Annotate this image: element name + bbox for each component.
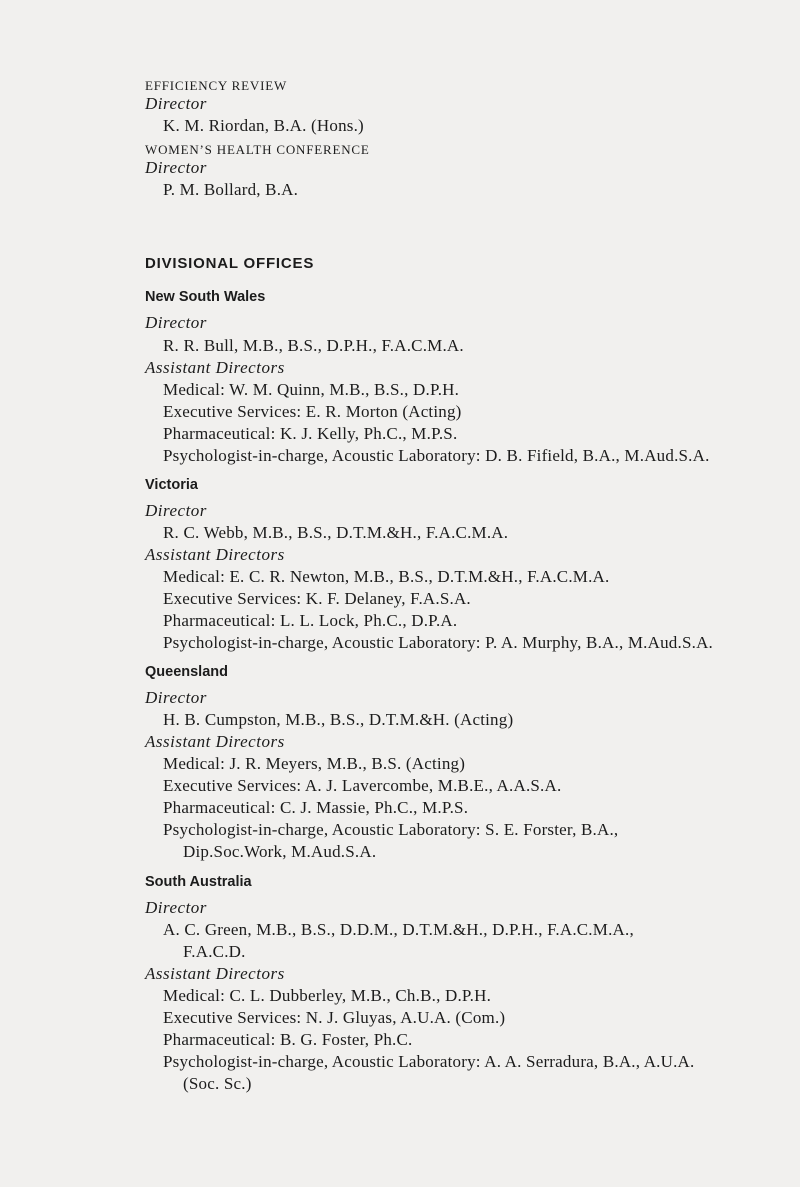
sa-pharmaceutical: Pharmaceutical: B. G. Foster, Ph.C. — [163, 1030, 413, 1049]
vic-medical: Medical: E. C. R. Newton, M.B., B.S., D.T.M.&H., F.A.C.M.A. — [163, 567, 610, 586]
efficiency-review-heading: EFFICIENCY REVIEW — [145, 78, 288, 93]
womens-health-role: Director — [145, 158, 207, 177]
qld-director-label: Director — [145, 688, 207, 707]
qld-heading: Queensland — [145, 664, 228, 680]
sa-director: A. C. Green, M.B., B.S., D.D.M., D.T.M.&H., D.P.H., F.A.C.M.A., — [163, 920, 634, 939]
nsw-heading: New South Wales — [145, 289, 266, 305]
sa-executive: Executive Services: N. J. Gluyas, A.U.A. (Com.) — [163, 1008, 506, 1027]
nsw-director: R. R. Bull, M.B., B.S., D.P.H., F.A.C.M.A. — [163, 336, 464, 355]
vic-pharmaceutical: Pharmaceutical: L. L. Lock, Ph.C., D.P.A. — [163, 611, 458, 630]
sa-heading: South Australia — [145, 874, 252, 890]
sa-director-cont: F.A.C.D. — [183, 942, 246, 961]
sa-assistants-label: Assistant Directors — [145, 964, 285, 983]
qld-director: H. B. Cumpston, M.B., B.S., D.T.M.&H. (Acting) — [163, 710, 514, 729]
qld-executive: Executive Services: A. J. Lavercombe, M.B.E., A.A.S.A. — [163, 776, 562, 795]
vic-executive: Executive Services: K. F. Delaney, F.A.S.A. — [163, 589, 471, 608]
qld-pharmaceutical: Pharmaceutical: C. J. Massie, Ph.C., M.P.S. — [163, 798, 469, 817]
nsw-psychologist: Psychologist-in-charge, Acoustic Laboratory: D. B. Fifield, B.A., M.Aud.S.A. — [163, 446, 710, 465]
nsw-executive: Executive Services: E. R. Morton (Acting) — [163, 402, 462, 421]
qld-psychologist: Psychologist-in-charge, Acoustic Laboratory: S. E. Forster, B.A., — [163, 820, 619, 839]
qld-psychologist-cont: Dip.Soc.Work, M.Aud.S.A. — [183, 842, 377, 861]
vic-director-label: Director — [145, 501, 207, 520]
divisional-offices-heading: DIVISIONAL OFFICES — [145, 255, 315, 272]
womens-health-heading: WOMEN’S HEALTH CONFERENCE — [145, 142, 370, 157]
qld-medical: Medical: J. R. Meyers, M.B., B.S. (Acting) — [163, 754, 466, 773]
nsw-pharmaceutical: Pharmaceutical: K. J. Kelly, Ph.C., M.P.S. — [163, 424, 458, 443]
sa-psychologist: Psychologist-in-charge, Acoustic Laboratory: A. A. Serradura, B.A., A.U.A. — [163, 1052, 695, 1071]
vic-director: R. C. Webb, M.B., B.S., D.T.M.&H., F.A.C.M.A. — [163, 523, 509, 542]
nsw-assistants-label: Assistant Directors — [145, 358, 285, 377]
sa-director-label: Director — [145, 898, 207, 917]
efficiency-review-name: K. M. Riordan, B.A. (Hons.) — [163, 116, 364, 135]
efficiency-review-role: Director — [145, 94, 207, 113]
womens-health-name: P. M. Bollard, B.A. — [163, 180, 299, 199]
sa-medical: Medical: C. L. Dubberley, M.B., Ch.B., D.P.H. — [163, 986, 492, 1005]
vic-heading: Victoria — [145, 477, 198, 493]
sa-psychologist-cont: (Soc. Sc.) — [183, 1074, 252, 1093]
vic-psychologist: Psychologist-in-charge, Acoustic Laboratory: P. A. Murphy, B.A., M.Aud.S.A. — [163, 633, 713, 652]
nsw-director-label: Director — [145, 313, 207, 332]
nsw-medical: Medical: W. M. Quinn, M.B., B.S., D.P.H. — [163, 380, 460, 399]
qld-assistants-label: Assistant Directors — [145, 732, 285, 751]
vic-assistants-label: Assistant Directors — [145, 545, 285, 564]
